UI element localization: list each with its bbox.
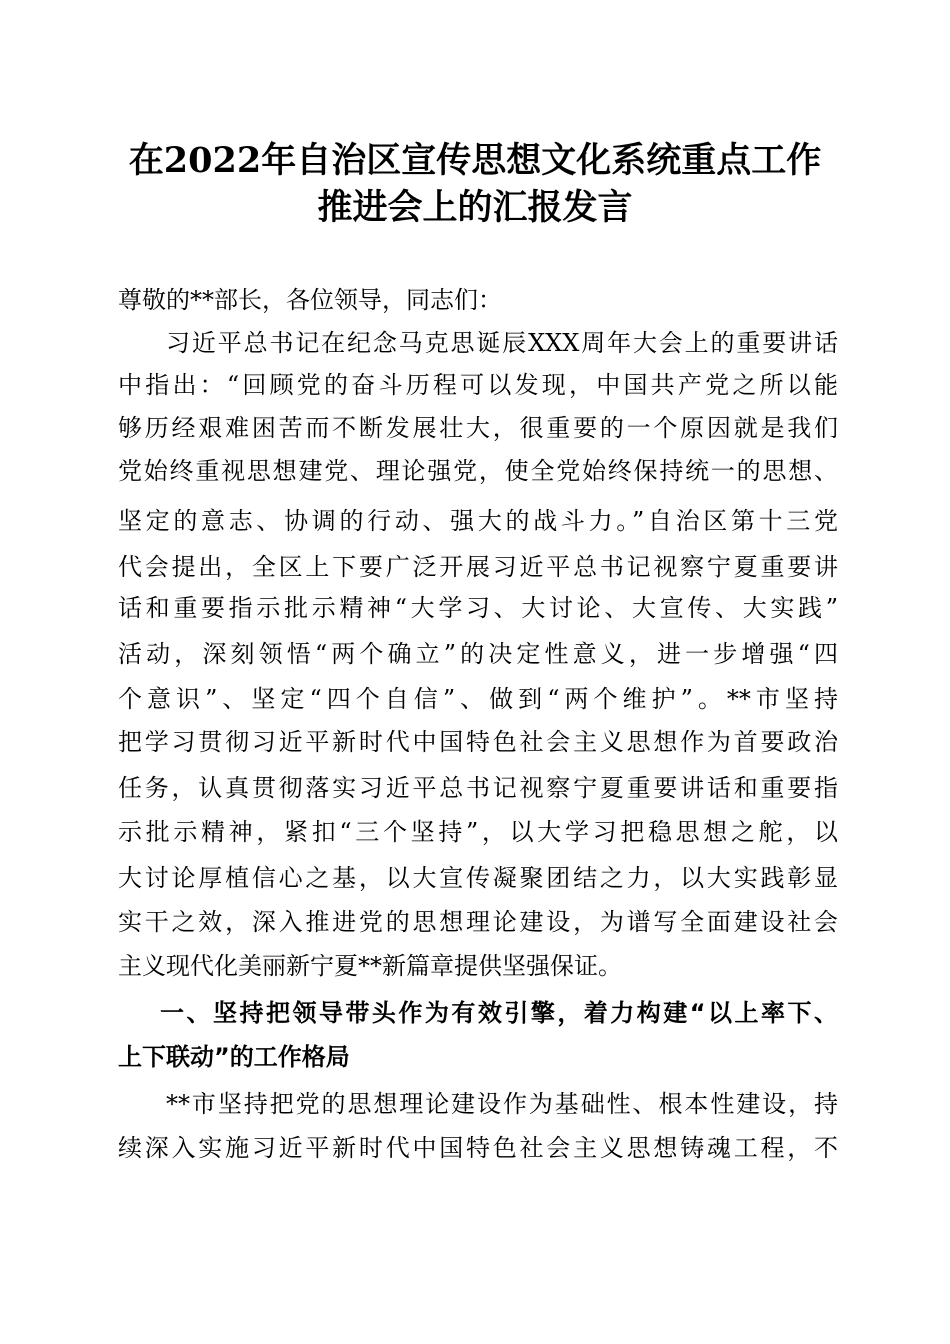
page-title-line-2: 推进会上的汇报发言 [317, 187, 633, 228]
page-title-line-1: 在2022年自治区宣传思想文化系统重点工作 [128, 140, 822, 181]
paragraph-2-line: 续深入实施习近平新时代中国特色社会主义思想铸魂工程，不 [118, 1134, 838, 1162]
paragraph-1-line: 实干之效，深入推进党的思想理论建设，为谱写全面建设社会 [118, 908, 838, 936]
section-1-heading-line: 上下联动”的工作格局 [118, 1043, 350, 1071]
paragraph-1-line: 活动，深刻领悟“两个确立”的决定性意义，进一步增强“四 [118, 640, 838, 668]
paragraph-1-line: 话和重要指示批示精神“大学习、大讨论、大宣传、大实践” [118, 594, 838, 622]
paragraph-1-line: 坚定的意志、协调的行动、强大的战斗力。”自治区第十三党 [118, 507, 838, 535]
paragraph-1-line: 够历经艰难困苦而不断发展壮大，很重要的一个原因就是我们 [118, 414, 838, 442]
paragraph-2-line: **市坚持把党的思想理论建设作为基础性、根本性建设，持 [166, 1090, 838, 1118]
salutation: 尊敬的**部长，各位领导，同志们： [118, 286, 502, 314]
paragraph-1-line: 代会提出，全区上下要广泛开展习近平总书记视察宁夏重要讲 [118, 553, 838, 581]
paragraph-1-line: 主义现代化美丽新宁夏**新篇章提供坚强保证。 [118, 952, 622, 980]
paragraph-1-line: 大讨论厚植信心之基，以大宣传凝聚团结之力，以大实践彰显 [118, 864, 838, 892]
paragraph-1-line: 个意识”、坚定“四个自信”、做到“两个维护”。**市坚持 [118, 685, 838, 713]
paragraph-1-line: 党始终重视思想建党、理论强党，使全党始终保持统一的思想、 [118, 457, 838, 485]
section-1-heading-line: 一、坚持把领导带头作为有效引擎，着力构建“以上率下、 [160, 999, 838, 1027]
paragraph-1-line: 示批示精神，紧扣“三个坚持”，以大学习把稳思想之舵，以 [118, 818, 838, 846]
paragraph-1-line: 习近平总书记在纪念马克思诞辰XXX周年大会上的重要讲话 [166, 329, 838, 357]
paragraph-1-line: 把学习贯彻习近平新时代中国特色社会主义思想作为首要政治 [118, 728, 838, 756]
paragraph-1-line: 任务，认真贯彻落实习近平总书记视察宁夏重要讲话和重要指 [118, 774, 838, 802]
paragraph-1-line: 中指出：“回顾党的奋斗历程可以发现，中国共产党之所以能 [118, 371, 838, 399]
